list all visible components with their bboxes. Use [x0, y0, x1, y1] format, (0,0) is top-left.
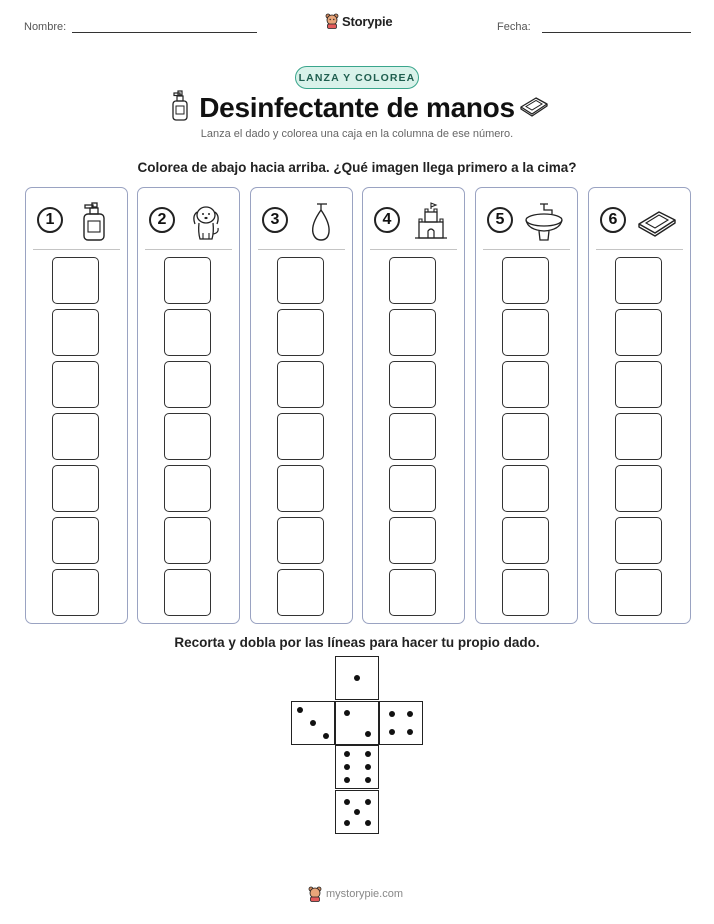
water-drop-icon	[297, 200, 341, 242]
color-box[interactable]	[502, 361, 549, 408]
color-box[interactable]	[52, 257, 99, 304]
column-4	[362, 187, 465, 624]
die-face-1	[335, 656, 379, 700]
column-divider	[258, 249, 345, 250]
color-box[interactable]	[52, 309, 99, 356]
column-5	[475, 187, 578, 624]
die-pip	[297, 707, 303, 713]
color-box[interactable]	[389, 465, 436, 512]
name-line[interactable]	[72, 32, 257, 33]
puppy-icon	[184, 200, 228, 242]
die-pip	[344, 751, 350, 757]
color-box[interactable]	[52, 465, 99, 512]
column-number: 2	[149, 207, 175, 233]
soap-bar-icon	[635, 200, 679, 242]
column-divider	[596, 249, 683, 250]
sink-icon	[522, 200, 566, 242]
color-box[interactable]	[502, 465, 549, 512]
color-box[interactable]	[615, 257, 662, 304]
color-box[interactable]	[52, 361, 99, 408]
die-pip	[389, 711, 395, 717]
color-box[interactable]	[502, 309, 549, 356]
color-box[interactable]	[164, 517, 211, 564]
color-box[interactable]	[502, 517, 549, 564]
column-number: 3	[262, 207, 288, 233]
subtitle: Lanza el dado y colorea una caja en la columna de ese número.	[200, 128, 514, 140]
die-pip	[365, 820, 371, 826]
color-box[interactable]	[277, 413, 324, 460]
color-box[interactable]	[164, 569, 211, 616]
die-face-3	[291, 701, 335, 745]
brand-name: Storypie	[342, 13, 393, 29]
die-pip	[344, 799, 350, 805]
color-box[interactable]	[164, 257, 211, 304]
die-pip	[344, 764, 350, 770]
color-box[interactable]	[615, 517, 662, 564]
color-box[interactable]	[389, 413, 436, 460]
date-line[interactable]	[542, 32, 691, 33]
color-box[interactable]	[389, 517, 436, 564]
die-face-4	[379, 701, 423, 745]
color-box[interactable]	[277, 569, 324, 616]
name-label: Nombre:	[24, 21, 67, 33]
die-pip	[344, 710, 350, 716]
color-box[interactable]	[502, 413, 549, 460]
footer	[308, 886, 403, 902]
footer-url: mystorypie.com	[326, 888, 404, 900]
bear-mascot-icon	[308, 886, 322, 902]
storypie-logo	[325, 13, 392, 29]
column-number: 6	[600, 207, 626, 233]
color-box[interactable]	[389, 569, 436, 616]
color-box[interactable]	[52, 413, 99, 460]
die-face-5	[335, 790, 379, 834]
column-divider	[145, 249, 232, 250]
column-3	[250, 187, 353, 624]
die-pip	[365, 731, 371, 737]
die-face-6	[335, 745, 379, 789]
die-pip	[365, 751, 371, 757]
color-box[interactable]	[277, 257, 324, 304]
color-box[interactable]	[277, 517, 324, 564]
die-pip	[407, 711, 413, 717]
bear-mascot-icon	[325, 13, 339, 29]
column-divider	[370, 249, 457, 250]
die-pip	[344, 777, 350, 783]
color-box[interactable]	[164, 361, 211, 408]
die-pip	[407, 729, 413, 735]
column-1	[25, 187, 128, 624]
color-box[interactable]	[389, 361, 436, 408]
column-6	[588, 187, 691, 624]
column-divider	[33, 249, 120, 250]
page-title: Desinfectante de manos	[199, 92, 515, 123]
column-2	[137, 187, 240, 624]
die-pip	[365, 799, 371, 805]
column-number: 4	[374, 207, 400, 233]
color-box[interactable]	[52, 569, 99, 616]
die-pip	[323, 733, 329, 739]
color-box[interactable]	[389, 257, 436, 304]
color-box[interactable]	[277, 309, 324, 356]
instruction-top: Colorea de abajo hacia arriba. ¿Qué imagen llega primero a la cima?	[137, 160, 577, 175]
column-number: 1	[37, 207, 63, 233]
color-box[interactable]	[52, 517, 99, 564]
die-pip	[365, 764, 371, 770]
color-box[interactable]	[615, 569, 662, 616]
color-box[interactable]	[164, 413, 211, 460]
die-pip	[354, 809, 360, 815]
column-divider	[483, 249, 570, 250]
color-box[interactable]	[615, 413, 662, 460]
die-pip	[344, 820, 350, 826]
color-box[interactable]	[164, 465, 211, 512]
color-box[interactable]	[615, 361, 662, 408]
soap-bar-icon	[518, 95, 550, 117]
activity-badge: LANZA Y COLOREA	[295, 66, 419, 89]
die-face-2	[335, 701, 379, 745]
die-pip	[389, 729, 395, 735]
color-box[interactable]	[502, 569, 549, 616]
sandcastle-icon	[409, 200, 453, 242]
color-box[interactable]	[389, 309, 436, 356]
die-pip	[365, 777, 371, 783]
color-box[interactable]	[615, 465, 662, 512]
date-label: Fecha:	[497, 21, 531, 33]
column-number: 5	[487, 207, 513, 233]
color-box[interactable]	[615, 309, 662, 356]
die-pip	[354, 675, 360, 681]
color-box[interactable]	[277, 465, 324, 512]
die-pip	[310, 720, 316, 726]
color-box[interactable]	[502, 257, 549, 304]
hand-sanitizer-pump-icon	[72, 200, 116, 242]
instruction-bottom: Recorta y dobla por las líneas para hacer tu propio dado.	[174, 635, 540, 650]
color-box[interactable]	[277, 361, 324, 408]
color-box[interactable]	[164, 309, 211, 356]
